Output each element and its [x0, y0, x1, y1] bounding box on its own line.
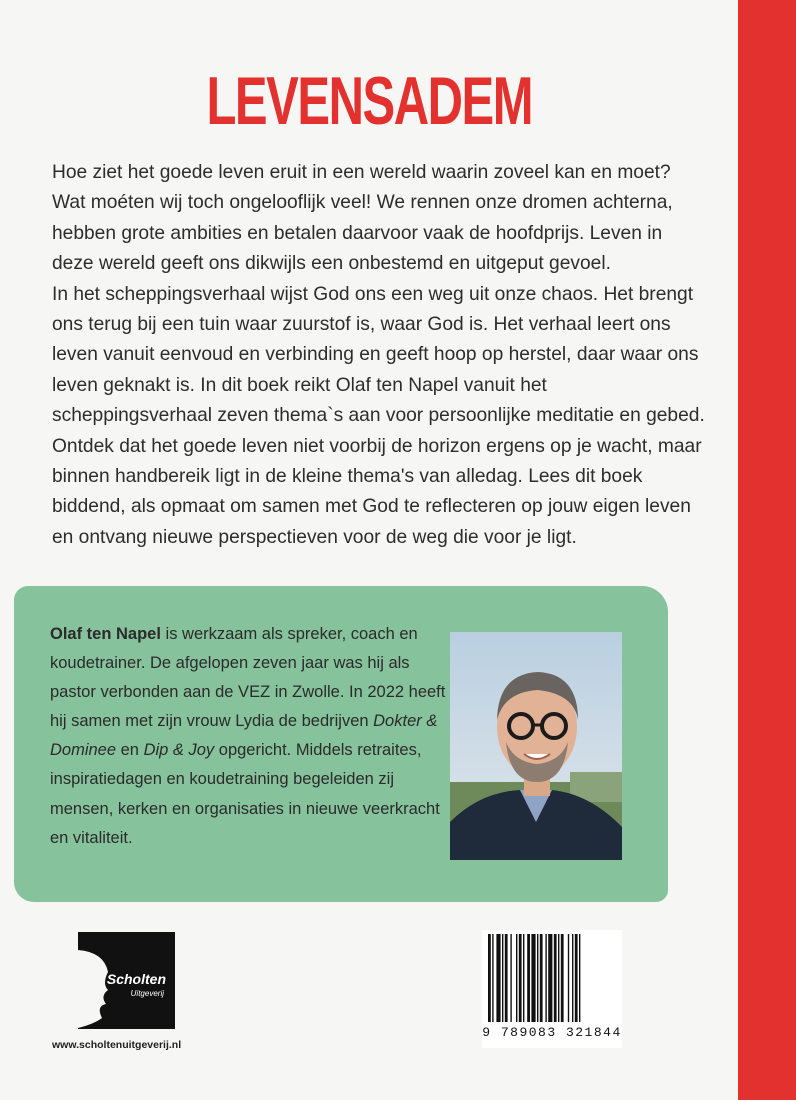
author-bio-and: en	[116, 741, 144, 760]
blurb-paragraph-2: In het scheppingsverhaal wijst God ons een weg uit onze chaos. Het brengt ons terug bij een tuin waar zuurstof is, waar God is. Het verhaal leert ons leven vanuit eenvoud en verbinding en geeft hoop op herstel, daar waar ons leven geknakt is. In dit boek reikt Olaf ten Napel vanuit het scheppingsverhaal zeven thema`s aan voor persoonlijke meditatie en gebed. Ontdek dat het goede leven niet voorbij de horizon ergens op je wacht, maar binnen handbereik ligt in de kleine thema's van alledag. Lees dit boek biddend, als opmaat om samen met God te reflecteren op jouw eigen leven en ontvang nieuwe perspectieven voor de weg die voor je ligt.	[52, 283, 705, 548]
blurb-text	[52, 158, 708, 553]
author-bio	[50, 620, 450, 853]
company-dokter-dominee: Dokter & Dominee	[50, 712, 438, 760]
author-bio-part-2: opgericht. Middels retraites, inspiratiedagen en koudetraining begeleiden zij mensen, kerken en organisaties in nieuwe veerkracht en vitaliteit.	[50, 741, 440, 847]
blurb-paragraph-1: Hoe ziet het goede leven eruit in een wereld waarin zoveel kan en moet? Wat moéten wij toch ongelooflijk veel! We rennen onze dromen achterna, hebben grote ambities en betalen daarvoor vaak de hoofdprijs. Leven in deze wereld geeft ons dikwijls een onbestemd en uitgeput gevoel.	[52, 162, 673, 275]
company-dip-joy: Dip & Joy	[143, 741, 215, 760]
publisher-url: www.scholtenuitgeverij.nl	[52, 1039, 182, 1051]
red-spine-stripe	[738, 0, 796, 1100]
author-name: Olaf ten Napel	[50, 625, 161, 643]
publisher-logo	[78, 932, 175, 1029]
author-portrait-icon	[450, 632, 622, 860]
barcode-icon	[488, 934, 616, 1024]
scholten-logo-icon	[78, 932, 175, 1029]
isbn-barcode	[482, 930, 622, 1048]
book-title: LEVENSADEM	[206, 63, 533, 139]
author-bio-part-1: is werkzaam als spreker, coach en koudetrainer. De afgelopen zeven jaar was hij als pastor verbonden aan de VEZ in Zwolle. In 2022 heeft hij samen met zijn vrouw Lydia de bedrijven	[50, 625, 446, 731]
logo-text-uitgeverij: Uitgeverij	[130, 989, 164, 998]
logo-text-scholten: Scholten	[106, 971, 166, 987]
author-photo	[450, 632, 622, 860]
isbn-number: 9 789083 321844	[482, 1025, 622, 1040]
